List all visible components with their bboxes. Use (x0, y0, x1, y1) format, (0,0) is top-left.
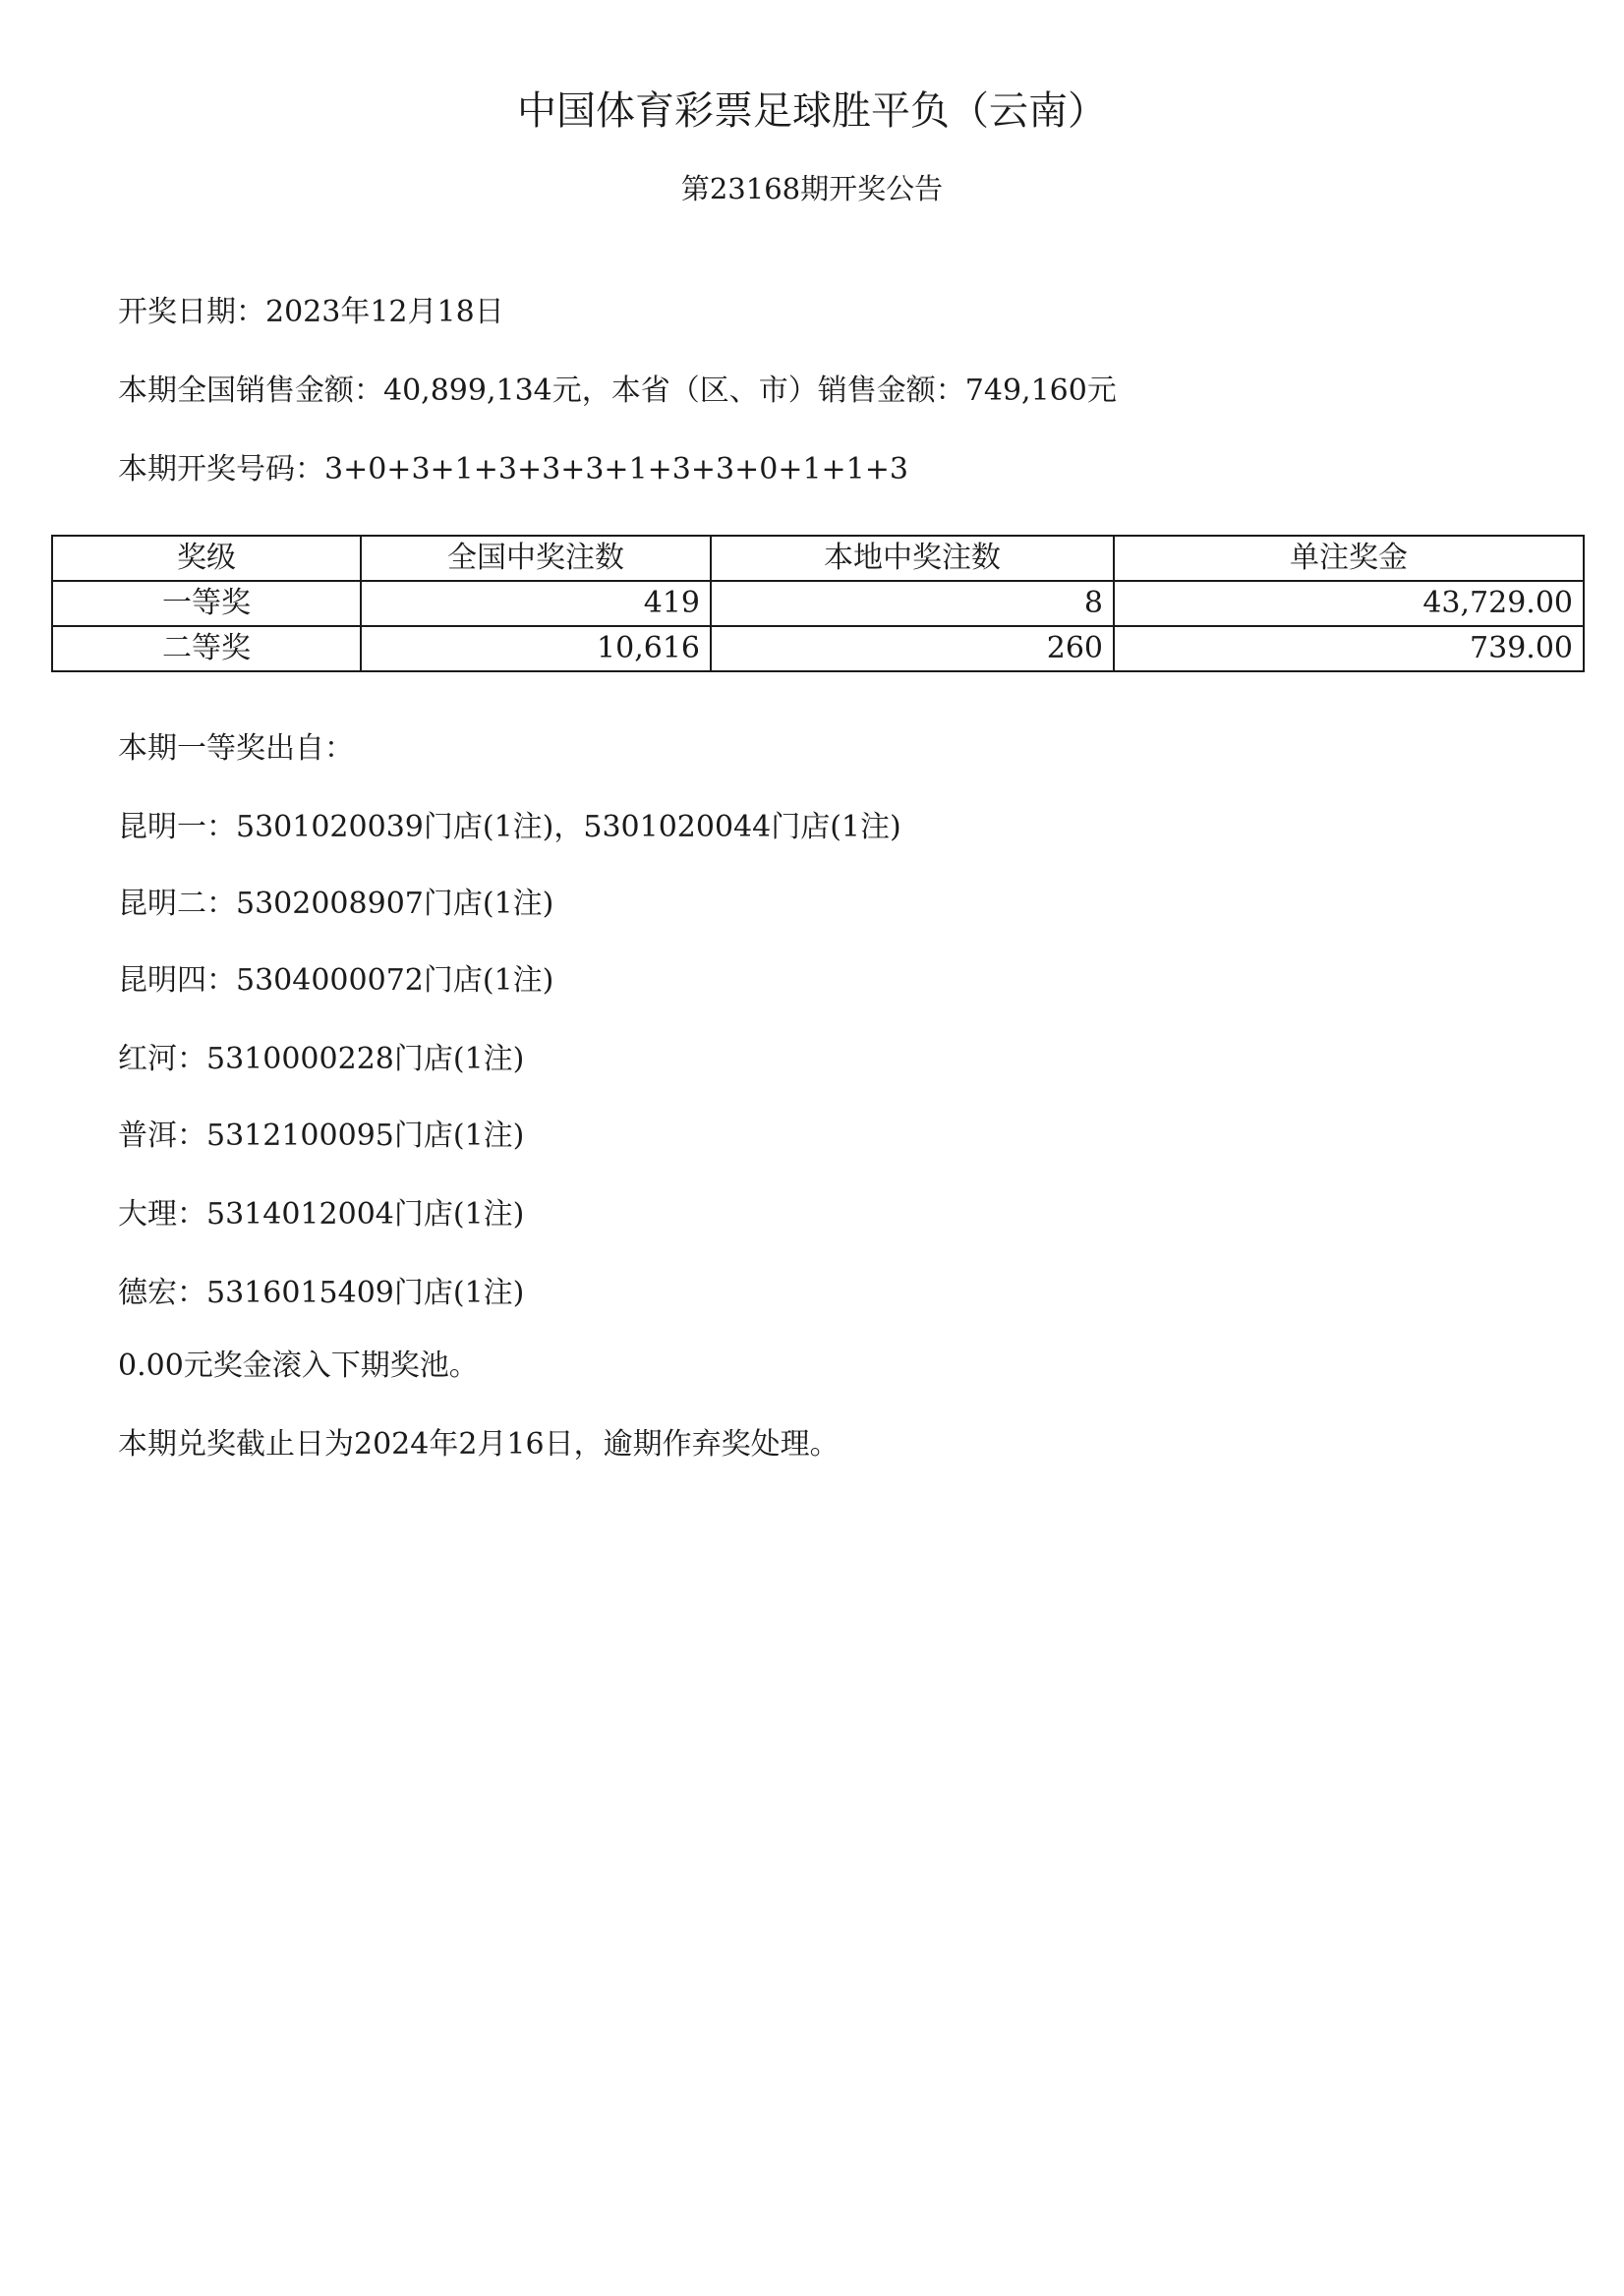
page-title: 中国体育彩票足球胜平负（云南） (517, 88, 1107, 134)
winner-line: 昆明一：5301020039门店(1注)，5301020044门店(1注) (118, 810, 901, 844)
cell-prize-amount: 43,729.00 (1114, 581, 1584, 626)
winner-line: 昆明四：5304000072门店(1注) (118, 963, 554, 998)
table-row (52, 626, 1584, 671)
draw-date: 开奖日期：2023年12月18日 (118, 295, 504, 329)
deadline-note: 本期兑奖截止日为2024年2月16日，逾期作弃奖处理。 (118, 1427, 840, 1462)
table-row (52, 581, 1584, 626)
winning-numbers: 本期开奖号码：3+0+3+1+3+3+3+1+3+3+0+1+1+3 (118, 452, 908, 487)
table-header-row (52, 536, 1584, 581)
header-local-count: 本地中奖注数 (711, 536, 1114, 581)
cell-local-count: 260 (711, 626, 1114, 671)
header-national-count: 全国中奖注数 (361, 536, 711, 581)
cell-national-count: 419 (361, 581, 711, 626)
cell-level: 一等奖 (52, 581, 361, 626)
winner-line: 红河：5310000228门店(1注) (118, 1042, 525, 1076)
rollover-note: 0.00元奖金滚入下期奖池。 (118, 1349, 479, 1383)
sales-amount: 本期全国销售金额：40,899,134元，本省（区、市）销售金额：749,160元 (118, 373, 1117, 408)
cell-level: 二等奖 (52, 626, 361, 671)
page-subtitle: 第23168期开奖公告 (680, 172, 944, 205)
cell-prize-amount: 739.00 (1114, 626, 1584, 671)
header-prize-amount: 单注奖金 (1114, 536, 1584, 581)
prize-table (51, 535, 1585, 672)
cell-national-count: 10,616 (361, 626, 711, 671)
winner-line: 德宏：5316015409门店(1注) (118, 1276, 525, 1310)
winners-intro: 本期一等奖出自： (118, 731, 354, 766)
header-level: 奖级 (52, 536, 361, 581)
winner-line: 大理：5314012004门店(1注) (118, 1197, 525, 1232)
winner-line: 普洱：5312100095门店(1注) (118, 1119, 525, 1153)
winner-line: 昆明二：5302008907门店(1注) (118, 887, 554, 921)
cell-local-count: 8 (711, 581, 1114, 626)
